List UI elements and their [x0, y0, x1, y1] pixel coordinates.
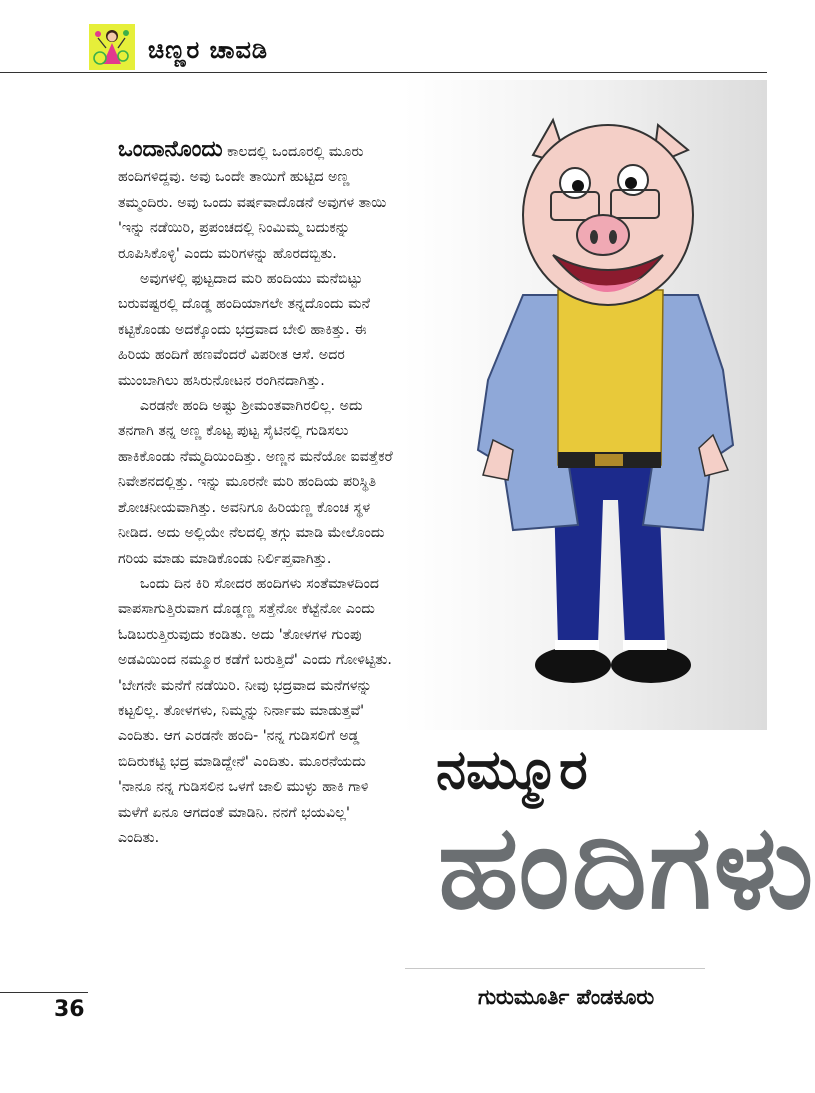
- paragraph-1: [118, 137, 393, 267]
- section-logo: [89, 24, 135, 70]
- paragraph-3-text: ಎರಡನೇ ಹಂದಿ ಅಷ್ಟು ಶ್ರೀಮಂತವಾಗಿರಲಿಲ್ಲ. ಅದು ತನಗಾಗಿ ತನ್ನ ಅಣ್ಣ ಕೊಟ್ಟ ಪುಟ್ಟ ಸೈಟಿನಲ್ಲಿ ಗುಡಿಸಲು ಹಾಕಿಕೊಂಡು ನೆಮ್ಮದಿಯಿಂದಿತ್ತು. ಅಣ್ಣನ ಮನೆಯೋ ಐವತ್ತೆಕರೆ ನಿವೇಶನದಲ್ಲಿತ್ತು. ಇನ್ನು ಮೂರನೇ ಮರಿ ಹಂದಿಯ ಪರಿಸ್ಥಿತಿ ಶೋಚನೀಯವಾಗಿತ್ತು. ಅವನಿಗೂ ಹಿರಿಯಣ್ಣ ಕೊಂಚ ಸ್ಥಳ ನೀಡಿದ. ಅದು ಅಲ್ಲಿಯೇ ನೆಲದಲ್ಲಿ ತಗ್ಗು ಮಾಡಿ ಮೇಲೊಂದು ಗರಿಯ ಮಾಡು ಮಾಡಿಕೊಂಡು ನಿರ್ಲಿಪ್ತವಾಗಿತ್ತು.: [118, 398, 393, 567]
- pig-in-suit-illustration-icon: [403, 80, 767, 730]
- header-divider: [0, 72, 767, 73]
- section-title: ಚಿಣ್ಣರ ಚಾವಡಿ: [148, 36, 268, 64]
- dropcap-word: ಒಂದಾನೊಂದು: [118, 137, 223, 162]
- article-title-line-1: ನಮ್ಮೂರ: [436, 738, 588, 801]
- article-title-line-2: ಹಂದಿಗಳು: [438, 800, 815, 935]
- pig-illustration: [403, 80, 767, 730]
- paragraph-3: [118, 394, 393, 572]
- author-name: ಗುರುಮೂರ್ತಿ ಪೆಂಡಕೂರು: [478, 985, 655, 1009]
- author-divider: [405, 968, 705, 969]
- girl-with-flowers-icon: [89, 24, 135, 70]
- page-number-rule: [0, 992, 88, 993]
- paragraph-1-text: ಕಾಲದಲ್ಲಿ ಒಂದೂರಲ್ಲಿ ಮೂರು ಹಂದಿಗಳಿದ್ದವು. ಅವು ಒಂದೇ ತಾಯಿಗೆ ಹುಟ್ಟಿದ ಅಣ್ಣ ತಮ್ಮಂದಿರು. ಅವು ಒಂದು ವರ್ಷವಾದೊಡನೆ ಅವುಗಳ ತಾಯಿ 'ಇನ್ನು ನಡೆಯಿರಿ, ಪ್ರಪಂಚದಲ್ಲಿ ನಿಂಮಿಮ್ಮ ಬದುಕನ್ನು ರೂಪಿಸಿಕೊಳ್ಳಿ' ಎಂದು ಮರಿಗಳನ್ನು ಹೊರದಬ್ಬಿತು.: [118, 144, 387, 262]
- paragraph-4: [118, 572, 393, 851]
- paragraph-2: [118, 267, 393, 394]
- page-number: 36: [54, 997, 85, 1022]
- paragraph-4-text: ಒಂದು ದಿನ ಕಿರಿ ಸೋದರ ಹಂದಿಗಳು ಸಂತೆಮಾಳದಿಂದ ವಾಪಸಾಗುತ್ತಿರುವಾಗ ದೊಡ್ಡಣ್ಣ ಸತ್ತೆನೋ ಕೆಟ್ಟೆನೋ ಎಂದು ಓಡಿಬರುತ್ತಿರುವುದು ಕಂಡಿತು. ಅದು 'ತೋಳಗಳ ಗುಂಪು ಅಡವಿಯಿಂದ ನಮ್ಮೂರ ಕಡೆಗೆ ಬರುತ್ತಿದೆ' ಎಂದು ಗೋಳಿಟ್ಟಿತು. 'ಬೇಗನೇ ಮನೆಗೆ ನಡೆಯಿರಿ. ನೀವು ಭದ್ರವಾದ ಮನೆಗಳನ್ನು ಕಟ್ಟಲಿಲ್ಲ. ತೋಳಗಳು, ನಿಮ್ಮನ್ನು ನಿರ್ನಾಮ ಮಾಡುತ್ತವೆ' ಎಂದಿತು. ಆಗ ಎರಡನೇ ಹಂದಿ- 'ನನ್ನ ಗುಡಿಸಲಿಗೆ ಅಡ್ಡ ಬಿದಿರುಕಟ್ಟಿ ಭದ್ರ ಮಾಡಿದ್ದೇನೆ' ಎಂದಿತು. ಮೂರನೆಯದು 'ನಾನೂ ನನ್ನ ಗುಡಿಸಲಿನ ಒಳಗೆ ಜಾಲಿ ಮುಳ್ಳು ಹಾಕಿ ಗಾಳಿ ಮಳೆಗೆ ಏನೂ ಆಗದಂತೆ ಮಾಡಿನಿ. ನನಗೆ ಭಯವಿಲ್ಲ' ಎಂದಿತು.: [118, 575, 392, 846]
- article-body: [118, 137, 393, 851]
- page-header: [0, 0, 767, 74]
- paragraph-2-text: ಅವುಗಳಲ್ಲಿ ಫುಟ್ಟದಾದ ಮರಿ ಹಂದಿಯು ಮನೆಬಿಟ್ಟು ಬರುವಷ್ಟರಲ್ಲಿ ದೊಡ್ಡ ಹಂದಿಯಾಗಲೇ ತನ್ನದೊಂದು ಮನೆ ಕಟ್ಟಿಕೊಂಡು ಅದಕ್ಕೊಂದು ಭದ್ರವಾದ ಬೇಲಿ ಹಾಕಿತ್ತು. ಈ ಹಿರಿಯ ಹಂದಿಗೆ ಹಣವೆಂದರೆ ವಿಪರೀತ ಆಸೆ. ಅದರ ಮುಂಬಾಗಿಲು ಹಸಿರುನೋಟನ ರಂಗಿನದಾಗಿತ್ತು.: [118, 271, 371, 389]
